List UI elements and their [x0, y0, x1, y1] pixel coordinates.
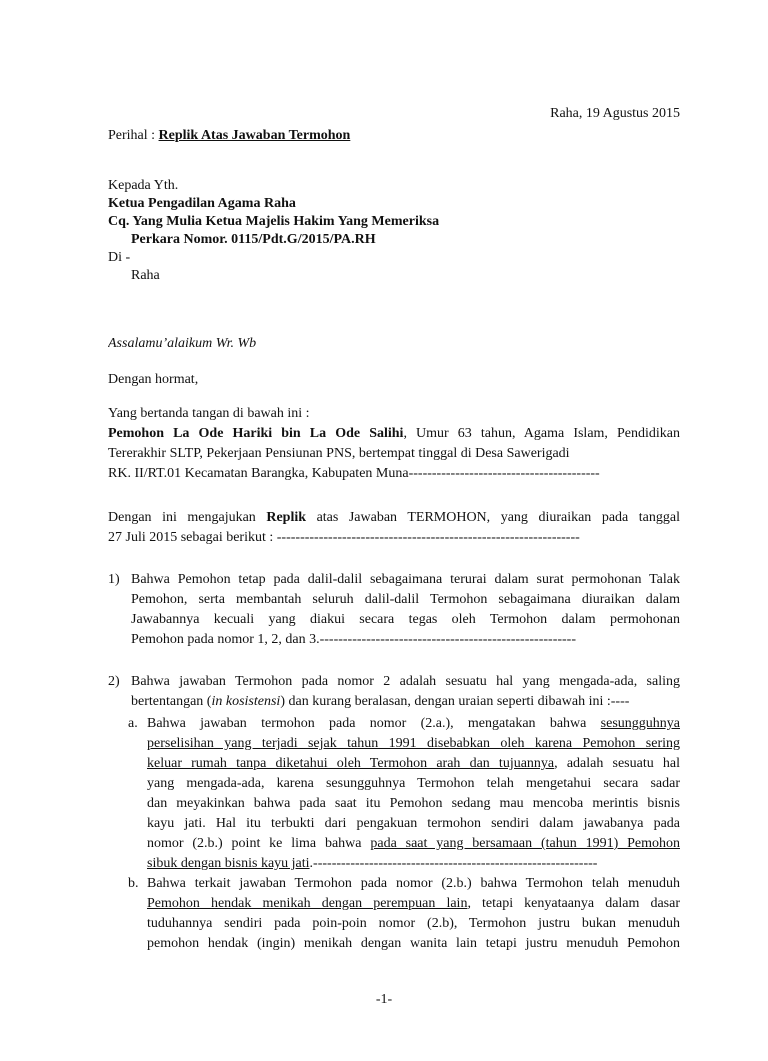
addressee-line1: Ketua Pengadilan Agama Raha [108, 196, 296, 211]
sub-a-l3b: , adalah sesuatu hal [554, 756, 680, 771]
sub-b-line1: Bahwa terkait jawaban Termohon pada nomor (2.b.) bahwa Termohon telah menuduh [147, 876, 680, 891]
subject-label: Perihal : [108, 128, 156, 143]
intro-line2: Tererakhir SLTP, Pekerjaan Pensiunan PNS, bertempat tinggal di Desa Sawerigadi [108, 446, 570, 461]
sub-a-l8a: sibuk dengan bisnis kayu jati [147, 856, 310, 871]
sub-a-l7b: pada saat yang bersamaan (tahun 1991) Pemohon [370, 836, 680, 851]
petitioner-name: Pemohon La Ode Hariki bin La Ode Salihi [108, 426, 404, 441]
letter-date: Raha, 19 Agustus 2015 [550, 106, 680, 121]
sub-a-l1b: sesungguhnya [600, 716, 680, 731]
intro-line1 [108, 424, 680, 444]
sub-a-l7a: nomor (2.b.) point ke lima bahwa [147, 836, 362, 851]
replik-word: Replik [266, 510, 307, 525]
sub-a-line2: perselisihan yang terjadi sejak tahun 1991 disebabkan oleh karena Pemohon sering [147, 736, 680, 751]
sub-a-l1a: Bahwa jawaban termohon pada nomor (2.a.), mengatakan bahwa [147, 716, 587, 731]
point1-line4: Pemohon pada nomor 1, 2, dan 3.------------------------------------------------------- [131, 632, 576, 647]
replik-intro-line1 [108, 508, 680, 528]
replik-intro-line2: 27 Juli 2015 sebagai berikut : ----------------------------------------------------------------- [108, 530, 580, 545]
sub-b-line4: pemohon hendak (ingin) menikah dengan wanita lain tetapi justru menuduh Pemohon [147, 936, 680, 951]
point2-l2c: ) dan kurang beralasan, dengan uraian seperti dibawah ini :---- [280, 694, 630, 709]
sub-a-line4: yang mengada-ada, karena sesungguhnya Termohon telah mengetahui secara sadar [147, 776, 680, 791]
sub-a-label: a. [128, 716, 138, 731]
point1-line1: Bahwa Pemohon tetap pada dalil-dalil sebagaimana terurai dalam surat permohonan Talak [131, 572, 680, 587]
addressee-kepada: Kepada Yth. [108, 178, 179, 193]
subject-line [108, 126, 680, 146]
intro-line3: RK. II/RT.01 Kecamatan Barangka, Kabupaten Muna----------------------------------------- [108, 466, 600, 481]
point2-l2a: bertentangan ( [131, 694, 212, 709]
intro-lead: Yang bertanda tangan di bawah ini : [108, 406, 310, 421]
sub-b-line3: tuduhannya sendiri pada poin-poin nomor (2.b), Termohon justru bukan menuduh [147, 916, 680, 931]
sub-b-label: b. [128, 876, 139, 891]
point2-line2 [131, 692, 680, 712]
point2-l2b: in kosistensi [211, 694, 281, 709]
sub-a-line6: kayu jati. Hal itu terbukti dari pengakuan termohon sendiri dalam jawabanya pada [147, 816, 680, 831]
subject-value: Replik Atas Jawaban Termohon [158, 128, 351, 143]
sub-a-line1 [147, 714, 680, 734]
sub-a-l8b: .------------------------------------------------------------- [309, 856, 598, 871]
sub-a-line5: dan meyakinkan bahwa pada saat itu Pemohon sedang mau mencoba merintis bisnis [147, 796, 680, 811]
replik-intro-a: Dengan ini mengajukan [108, 510, 256, 525]
sub-a-line7 [147, 834, 680, 854]
addressee-line2: Cq. Yang Mulia Ketua Majelis Hakim Yang Memeriksa [108, 214, 440, 229]
point1-line2: Pemohon, serta membantah seluruh dalil-dalil Termohon sebagaimana diuraikan dalam [131, 592, 680, 607]
salutation: Assalamu’alaikum Wr. Wb [108, 336, 257, 351]
addressee-place: Raha [131, 268, 160, 283]
point1-number: 1) [108, 572, 120, 587]
greeting-hormat: Dengan hormat, [108, 372, 199, 387]
sub-a-l3a: keluar rumah tanpa diketahui oleh Termohon arah dan tujuannya [147, 756, 555, 771]
sub-b-l2b: , tetapi kenyataanya dalam dasar [467, 896, 680, 911]
sub-b-l2a: Pemohon hendak menikah dengan perempuan lain [147, 896, 468, 911]
sub-b-line2 [147, 894, 680, 914]
point2-number: 2) [108, 674, 120, 689]
point2-line1: Bahwa jawaban Termohon pada nomor 2 adalah sesuatu hal yang mengada-ada, saling [131, 674, 680, 689]
addressee-di: Di - [108, 250, 131, 265]
sub-a-line8 [147, 854, 680, 874]
intro-line1-rest: , Umur 63 tahun, Agama Islam, Pendidikan [403, 426, 680, 441]
sub-a-line3 [147, 754, 680, 774]
point1-line3: Jawabannya kecuali yang diakui secara tegas oleh Termohon dalam permohonan [131, 612, 680, 627]
addressee-line3: Perkara Nomor. 0115/Pdt.G/2015/PA.RH [131, 232, 376, 247]
replik-intro-c: atas Jawaban TERMOHON, yang diuraikan pada tanggal [316, 510, 680, 525]
page-number: -1- [375, 992, 393, 1007]
